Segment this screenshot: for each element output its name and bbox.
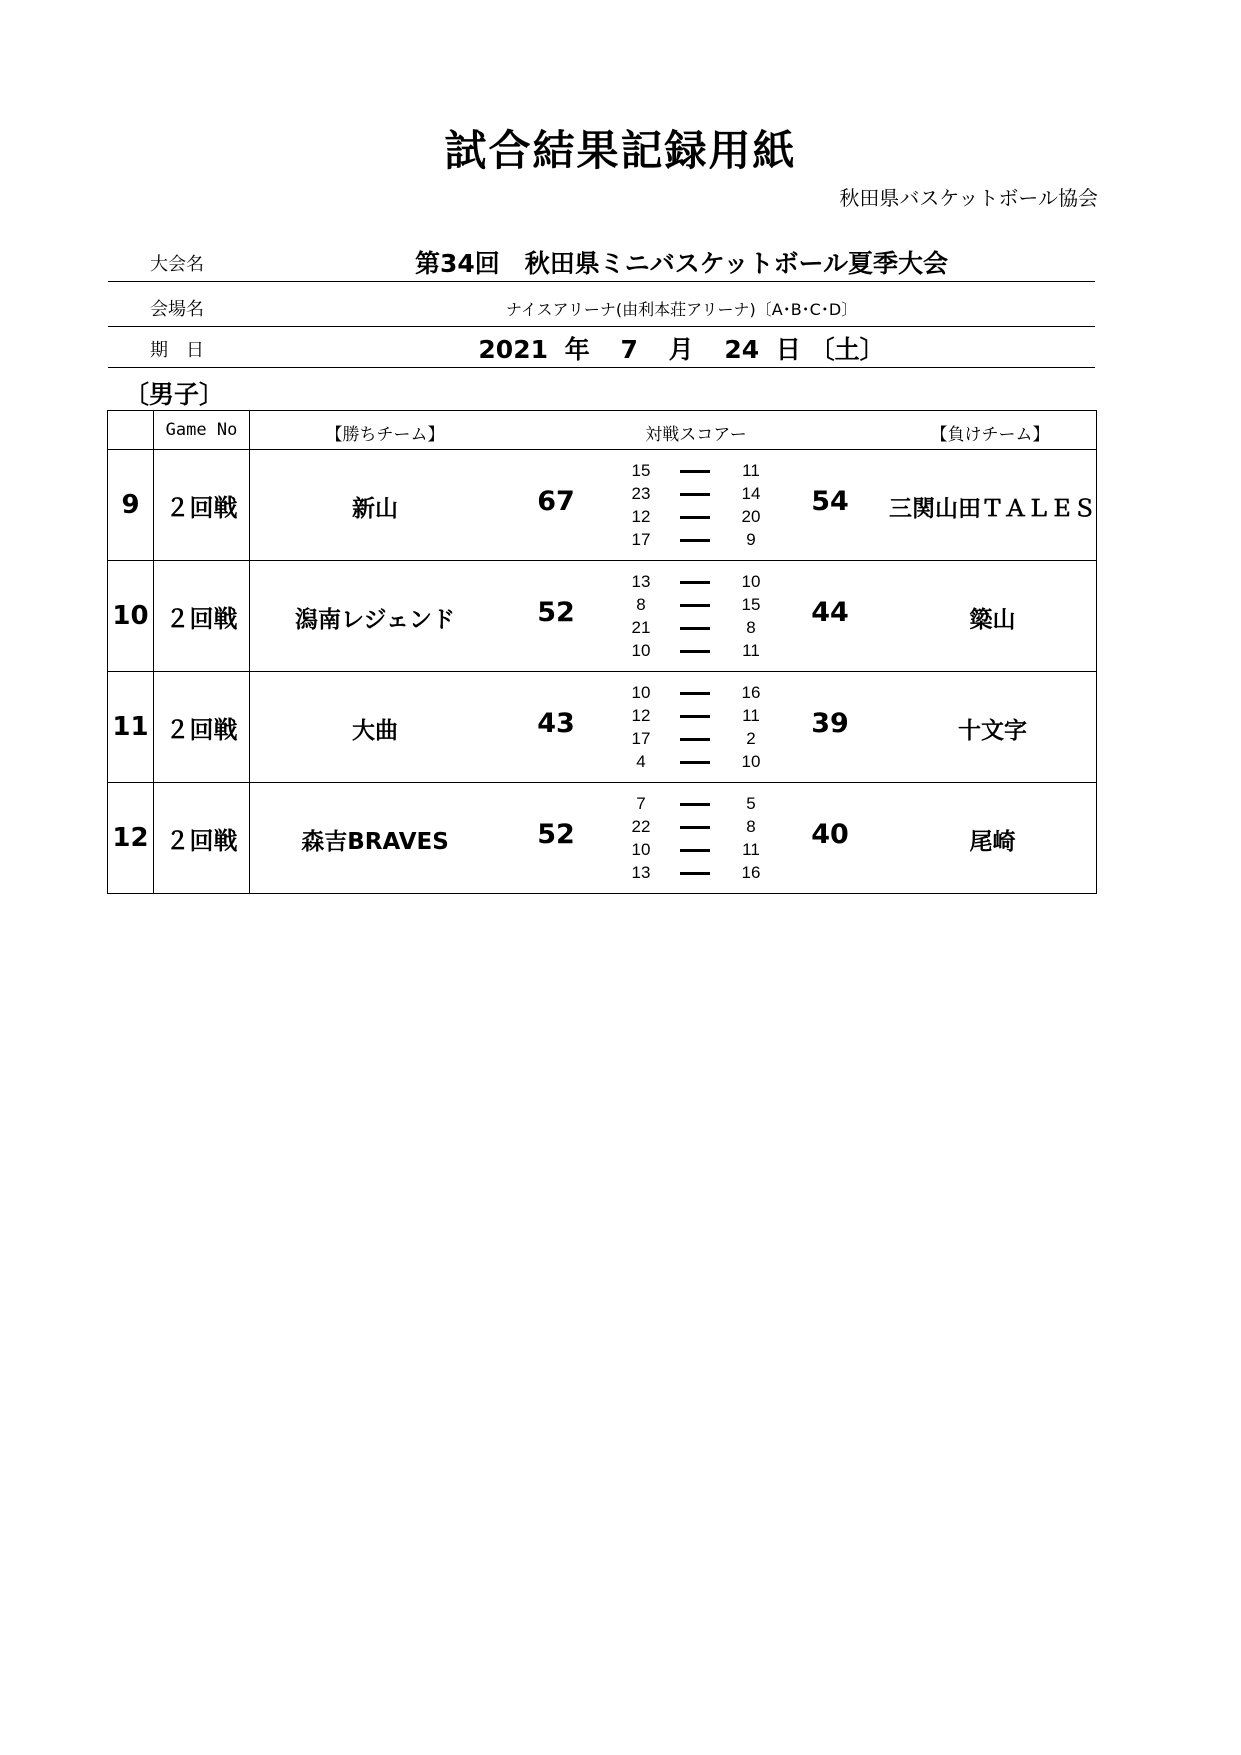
period-winner-points: 8 xyxy=(636,595,646,614)
round-label: ２回戦 xyxy=(154,672,250,783)
losing-team: 三関山田ＴＡＬＥＳ xyxy=(889,496,1096,522)
period-loser-points: 5 xyxy=(746,794,756,813)
dash-divider xyxy=(680,516,710,519)
dash-divider xyxy=(680,692,710,695)
period-score xyxy=(606,594,776,617)
losing-team: 十文字 xyxy=(958,718,1027,744)
match-cell xyxy=(250,672,1097,783)
losing-score: 40 xyxy=(811,819,849,850)
game-number: 10 xyxy=(108,561,154,672)
winning-team: 森吉BRAVES xyxy=(301,829,449,855)
period-winner-points: 23 xyxy=(631,484,651,503)
period-score xyxy=(606,816,776,839)
period-loser-points: 11 xyxy=(742,706,760,725)
dash-divider xyxy=(680,604,710,607)
period-score xyxy=(606,862,776,885)
table-row xyxy=(108,672,1097,783)
header-number xyxy=(108,411,154,450)
tournament-row xyxy=(108,242,1095,282)
game-number: 9 xyxy=(108,450,154,561)
page-title: 試合結果記録用紙 xyxy=(444,126,797,175)
round-label: ２回戦 xyxy=(154,783,250,894)
date-label: 期 日 xyxy=(150,340,204,361)
game-number: 11 xyxy=(108,672,154,783)
table-row xyxy=(108,450,1097,561)
period-winner-points: 7 xyxy=(636,794,646,813)
period-scores xyxy=(606,793,776,885)
dash-divider xyxy=(680,581,710,584)
period-score xyxy=(606,617,776,640)
period-score xyxy=(606,483,776,506)
round-label: ２回戦 xyxy=(154,450,250,561)
losing-score: 44 xyxy=(811,597,849,628)
table-header-row xyxy=(108,411,1097,450)
period-loser-points: 16 xyxy=(741,683,761,702)
dash-divider xyxy=(680,826,710,829)
header-loser: 【負けチーム】 xyxy=(930,425,1050,445)
date-value xyxy=(268,330,1095,366)
period-winner-points: 12 xyxy=(631,507,651,526)
section-heading: 〔男子〕 xyxy=(124,380,225,409)
tournament-name: 第34回 秋田県ミニバスケットボール夏季大会 xyxy=(414,249,949,278)
winning-score: 43 xyxy=(537,708,575,739)
period-winner-points: 21 xyxy=(631,618,651,637)
period-loser-points: 14 xyxy=(741,484,761,503)
period-loser-points: 10 xyxy=(741,752,761,771)
period-loser-points: 11 xyxy=(742,641,760,660)
period-loser-points: 16 xyxy=(741,863,761,882)
venue-name: ナイスアリーナ(由利本荘アリーナ)〔A･B･C･D〕 xyxy=(505,300,858,319)
venue-row xyxy=(108,287,1095,327)
period-winner-points: 17 xyxy=(631,729,651,748)
period-loser-points: 11 xyxy=(742,461,760,480)
period-loser-points: 8 xyxy=(746,618,756,637)
losing-team: 簗山 xyxy=(969,607,1016,633)
dash-divider xyxy=(680,470,710,473)
dash-divider xyxy=(680,627,710,630)
winning-team: 潟南レジェンド xyxy=(295,607,455,633)
dash-divider xyxy=(680,715,710,718)
period-score xyxy=(606,728,776,751)
period-winner-points: 4 xyxy=(636,752,646,771)
winning-team: 大曲 xyxy=(352,718,398,744)
match-cell xyxy=(250,450,1097,561)
winning-score: 67 xyxy=(537,486,575,517)
date-year-unit: 年 xyxy=(564,335,590,364)
game-number: 12 xyxy=(108,783,154,894)
period-score xyxy=(606,640,776,663)
dash-divider xyxy=(680,849,710,852)
period-score xyxy=(606,751,776,774)
dash-divider xyxy=(680,493,710,496)
dash-divider xyxy=(680,738,710,741)
period-winner-points: 13 xyxy=(631,572,651,591)
losing-score: 39 xyxy=(811,708,849,739)
period-score xyxy=(606,571,776,594)
losing-score: 54 xyxy=(811,486,849,517)
header-match xyxy=(250,411,1097,450)
date-day-unit: 日 xyxy=(775,335,801,364)
period-scores xyxy=(606,460,776,552)
period-winner-points: 10 xyxy=(631,641,651,660)
losing-team: 尾崎 xyxy=(969,829,1016,855)
table-row xyxy=(108,783,1097,894)
period-loser-points: 2 xyxy=(746,729,756,748)
period-scores xyxy=(606,682,776,774)
period-score xyxy=(606,839,776,862)
date-weekday: 〔土〕 xyxy=(809,335,885,364)
period-winner-points: 22 xyxy=(631,817,651,836)
date-month-unit: 月 xyxy=(668,335,694,364)
header-score: 対戦スコアー xyxy=(645,425,747,445)
date-month: 7 xyxy=(620,335,638,364)
date-year: 2021 xyxy=(478,335,548,364)
date-row xyxy=(108,328,1095,368)
date-day: 24 xyxy=(724,335,760,364)
period-loser-points: 20 xyxy=(741,507,761,526)
match-cell xyxy=(250,561,1097,672)
venue-label: 会場名 xyxy=(150,299,204,320)
dash-divider xyxy=(680,650,710,653)
winning-team: 新山 xyxy=(352,496,398,522)
table-row xyxy=(108,561,1097,672)
match-cell xyxy=(250,783,1097,894)
winning-score: 52 xyxy=(537,819,575,850)
period-loser-points: 9 xyxy=(746,530,756,549)
period-score xyxy=(606,793,776,816)
period-score xyxy=(606,506,776,529)
dash-divider xyxy=(680,803,710,806)
period-winner-points: 15 xyxy=(631,461,651,480)
dash-divider xyxy=(680,761,710,764)
results-table xyxy=(107,410,1097,894)
period-winner-points: 13 xyxy=(631,863,651,882)
period-scores xyxy=(606,571,776,663)
period-winner-points: 17 xyxy=(631,530,651,549)
period-score xyxy=(606,460,776,483)
period-loser-points: 11 xyxy=(742,840,760,859)
period-winner-points: 12 xyxy=(631,706,651,725)
period-winner-points: 10 xyxy=(631,840,651,859)
period-score xyxy=(606,682,776,705)
period-loser-points: 8 xyxy=(746,817,756,836)
header-game-no: Game No xyxy=(154,411,250,450)
period-loser-points: 10 xyxy=(741,572,761,591)
period-winner-points: 10 xyxy=(631,683,651,702)
winning-score: 52 xyxy=(537,597,575,628)
organization-name: 秋田県バスケットボール協会 xyxy=(839,186,1098,210)
period-loser-points: 15 xyxy=(741,595,761,614)
period-score xyxy=(606,705,776,728)
dash-divider xyxy=(680,539,710,542)
header-winner: 【勝ちチーム】 xyxy=(325,425,445,445)
period-score xyxy=(606,529,776,552)
round-label: ２回戦 xyxy=(154,561,250,672)
dash-divider xyxy=(680,872,710,875)
tournament-label: 大会名 xyxy=(150,254,204,275)
